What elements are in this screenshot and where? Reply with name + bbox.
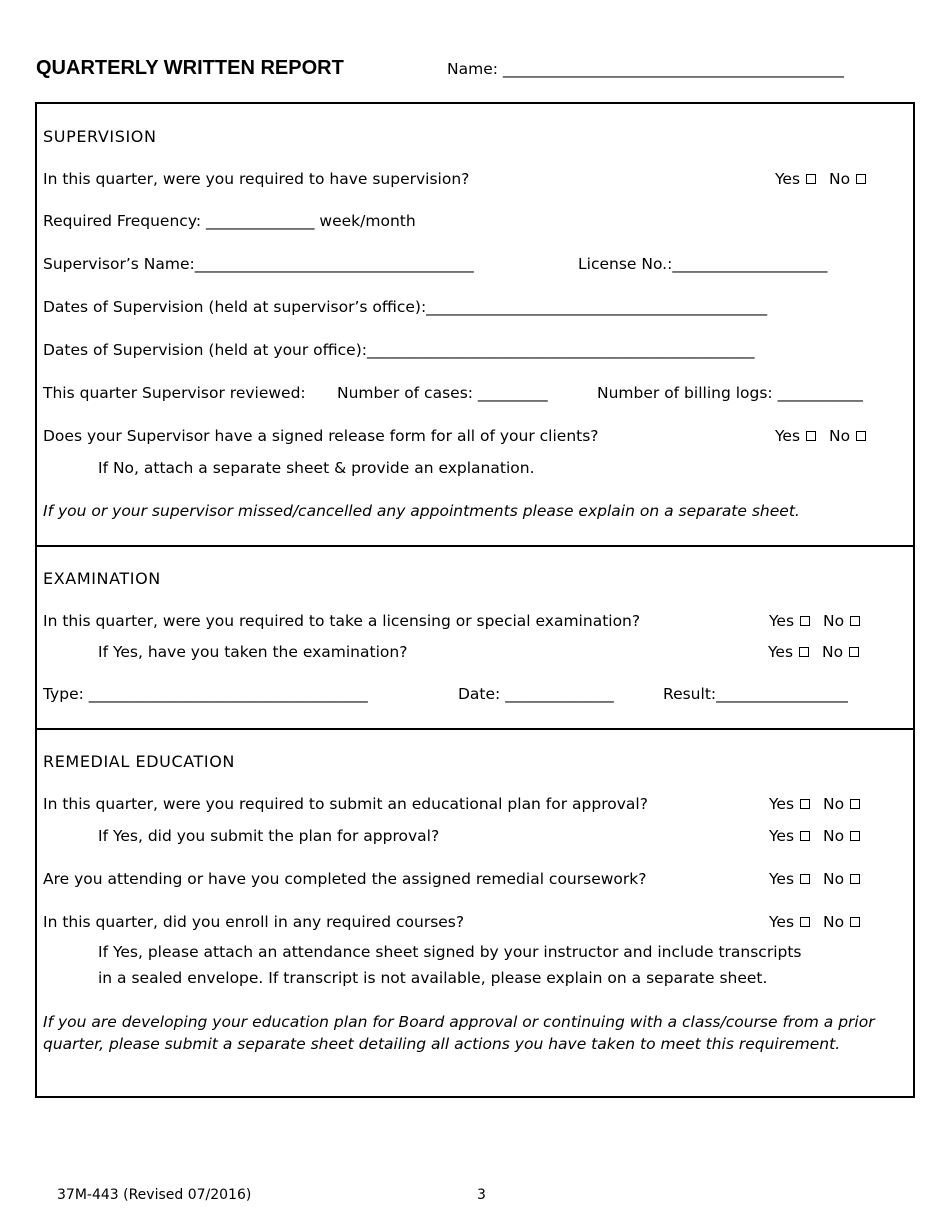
exam-required-yes-no [769,612,860,630]
exam-required-question: In this quarter, were you required to take a licensing or special examination? [43,612,641,630]
exam-taken-question: If Yes, have you taken the examination? [98,643,408,661]
exam-result-field[interactable]: Result:_________________ [663,685,848,703]
release-form-yes-no [775,427,866,445]
section-divider [35,728,915,730]
no-label: No [822,612,845,630]
page-number: 3 [477,1187,486,1203]
page-title: QUARTERLY WRITTEN REPORT [36,57,344,79]
examination-heading: EXAMINATION [43,569,161,588]
form-number: 37M-443 (Revised 07/2016) [57,1187,252,1203]
yes-label: Yes [769,795,795,813]
if-no-note: If No, attach a separate sheet & provide an explanation. [98,459,535,477]
enroll-courses-question: In this quarter, did you enroll in any required courses? [43,913,465,931]
missed-appointments-note: If you or your supervisor missed/cancelled any appointments please explain on a separate sheet. [43,502,800,520]
no-checkbox[interactable] [856,431,866,441]
supervisor-name-field[interactable]: Supervisor’s Name:____________________________________ [43,255,474,273]
required-frequency-field[interactable]: Required Frequency: ______________ week/month [43,212,416,230]
section-divider [35,545,915,547]
yes-checkbox[interactable] [800,831,810,841]
coursework-question: Are you attending or have you completed the assigned remedial coursework? [43,870,647,888]
yes-checkbox[interactable] [800,874,810,884]
remedial-education-heading: REMEDIAL EDUCATION [43,752,235,771]
yes-checkbox[interactable] [806,431,816,441]
no-label: No [821,643,844,661]
no-checkbox[interactable] [850,799,860,809]
no-checkbox[interactable] [856,174,866,184]
yes-label: Yes [775,170,801,188]
no-checkbox[interactable] [850,831,860,841]
yes-label: Yes [769,913,795,931]
yes-label: Yes [775,427,801,445]
dates-supervisor-office-field[interactable]: Dates of Supervision (held at supervisor’s office):____________________________________________ [43,298,768,316]
yes-checkbox[interactable] [800,917,810,927]
developing-plan-note: If you are developing your education plan for Board approval or continuing with a class/course from a prior quarter, please submit a separate sheet detailing all actions you have taken to meet this requirement. [43,1013,875,1053]
release-form-question: Does your Supervisor have a signed release form for all of your clients? [43,427,599,445]
supervision-heading: SUPERVISION [43,127,157,146]
plan-submitted-yes-no [769,827,860,845]
yes-label: Yes [768,643,794,661]
name-field[interactable]: Name: ____________________________________________ [447,60,844,78]
yes-label: Yes [769,827,795,845]
education-plan-yes-no [769,795,860,813]
education-plan-question: In this quarter, were you required to submit an educational plan for approval? [43,795,648,813]
no-checkbox[interactable] [850,917,860,927]
yes-checkbox[interactable] [800,616,810,626]
coursework-yes-no [769,870,860,888]
number-of-cases-field[interactable]: Number of cases: _________ [337,384,548,402]
yes-checkbox[interactable] [806,174,816,184]
license-number-field[interactable]: License No.:____________________ [578,255,828,273]
no-label: No [822,795,845,813]
yes-checkbox[interactable] [799,647,809,657]
exam-type-field[interactable]: Type: ____________________________________ [43,685,368,703]
no-checkbox[interactable] [849,647,859,657]
enroll-courses-yes-no [769,913,860,931]
yes-label: Yes [769,870,795,888]
attach-instructions-line-1: If Yes, please attach an attendance sheet signed by your instructor and include transcripts [98,943,802,961]
dates-your-office-field[interactable]: Dates of Supervision (held at your office):__________________________________________________ [43,341,755,359]
no-label: No [822,870,845,888]
no-label: No [822,827,845,845]
attach-instructions-line-2: in a sealed envelope. If transcript is not available, please explain on a separate sheet. [98,969,768,987]
plan-submitted-question: If Yes, did you submit the plan for approval? [98,827,440,845]
yes-label: Yes [769,612,795,630]
no-label: No [828,427,851,445]
no-label: No [822,913,845,931]
exam-date-field[interactable]: Date: ______________ [458,685,614,703]
exam-taken-yes-no [768,643,859,661]
no-label: No [828,170,851,188]
no-checkbox[interactable] [850,874,860,884]
supervision-required-yes-no [775,170,866,188]
number-of-billing-logs-field[interactable]: Number of billing logs: ___________ [597,384,863,402]
yes-checkbox[interactable] [800,799,810,809]
no-checkbox[interactable] [850,616,860,626]
supervisor-reviewed-label: This quarter Supervisor reviewed: [43,384,306,402]
supervision-required-question: In this quarter, were you required to have supervision? [43,170,470,188]
